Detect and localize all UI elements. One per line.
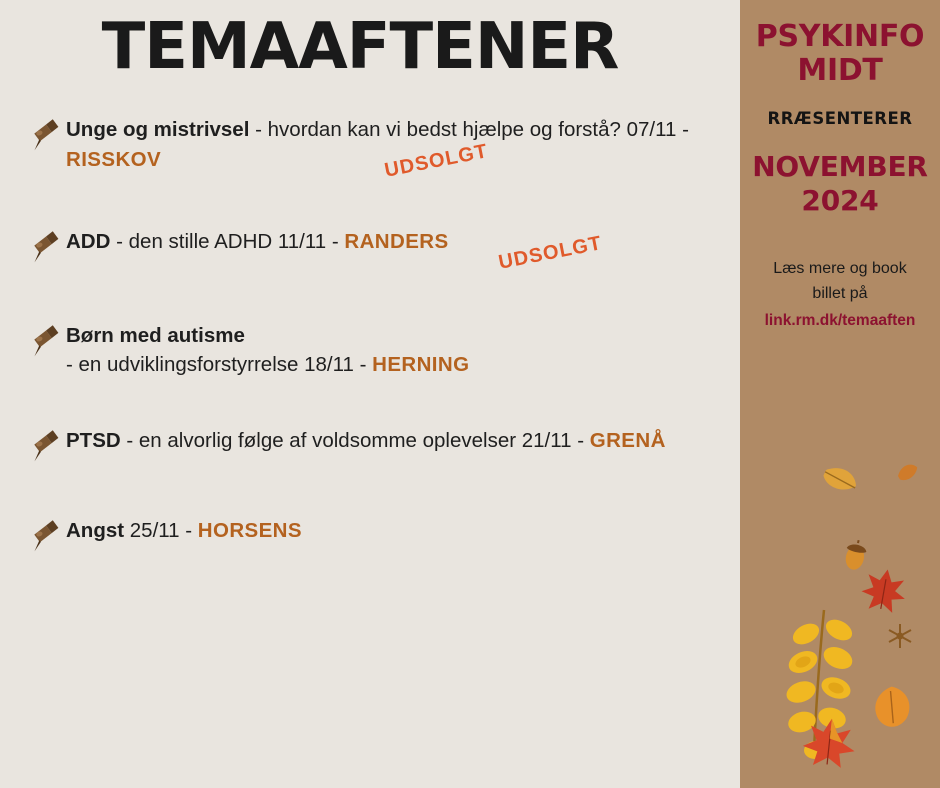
year-label: 2024 (801, 183, 879, 217)
list-item (26, 426, 740, 472)
event-title: PTSD (66, 429, 121, 453)
list-item (26, 115, 740, 182)
event-description: - en udviklingsforstyrrelse 18/11 - (66, 353, 373, 377)
list-item (26, 516, 740, 562)
month-label: NOVEMBER (752, 150, 928, 184)
event-location: HORSENS (197, 519, 302, 543)
list-item (26, 321, 740, 380)
event-location: RANDERS (344, 229, 449, 253)
brand-line-1: PSYKINFO (755, 19, 925, 54)
event-title: Børn med autisme (66, 323, 245, 347)
presents-label: RRÆSENTERER (767, 109, 913, 129)
booking-line-2: billet på (812, 285, 868, 303)
event-text (66, 516, 302, 546)
pushpin-icon (26, 229, 66, 263)
event-text (66, 115, 706, 182)
event-text (66, 227, 604, 274)
pushpin-icon (26, 518, 66, 552)
brand-line-2: MIDT (797, 52, 883, 88)
status-badge: UDSOLGT (382, 140, 490, 182)
month-year (740, 150, 940, 217)
brand-name (740, 0, 940, 87)
poster-sidebar (740, 0, 940, 788)
page-title: TEMAAFTENER (101, 10, 619, 84)
booking-link[interactable]: link.rm.dk/temaaften (764, 311, 916, 329)
event-description: - den stille ADHD 11/11 - (110, 229, 345, 253)
event-location: GRENÅ (589, 429, 666, 453)
event-title: ADD (66, 229, 111, 253)
event-location: RISSKOV (66, 147, 162, 171)
event-description: - en alvorlig følge af voldsomme oplevelser 21/11 - (120, 429, 590, 453)
event-text (66, 426, 666, 456)
event-list (0, 115, 740, 562)
event-description: - hvordan kan vi bedst hjælpe og forstå? 07/11 - (249, 118, 689, 142)
pushpin-icon (26, 428, 66, 462)
event-text (66, 321, 469, 380)
pushpin-icon (26, 323, 66, 357)
event-location: HERNING (372, 353, 470, 377)
event-title: Unge og mistrivsel (66, 118, 250, 142)
event-title: Angst (66, 519, 125, 543)
booking-line-1: Læs mere og book (773, 260, 907, 278)
status-badge: UDSOLGT (496, 231, 604, 274)
booking-info (740, 257, 940, 333)
list-item (26, 227, 740, 273)
pushpin-icon (26, 117, 66, 151)
event-description: 25/11 - (124, 519, 198, 543)
